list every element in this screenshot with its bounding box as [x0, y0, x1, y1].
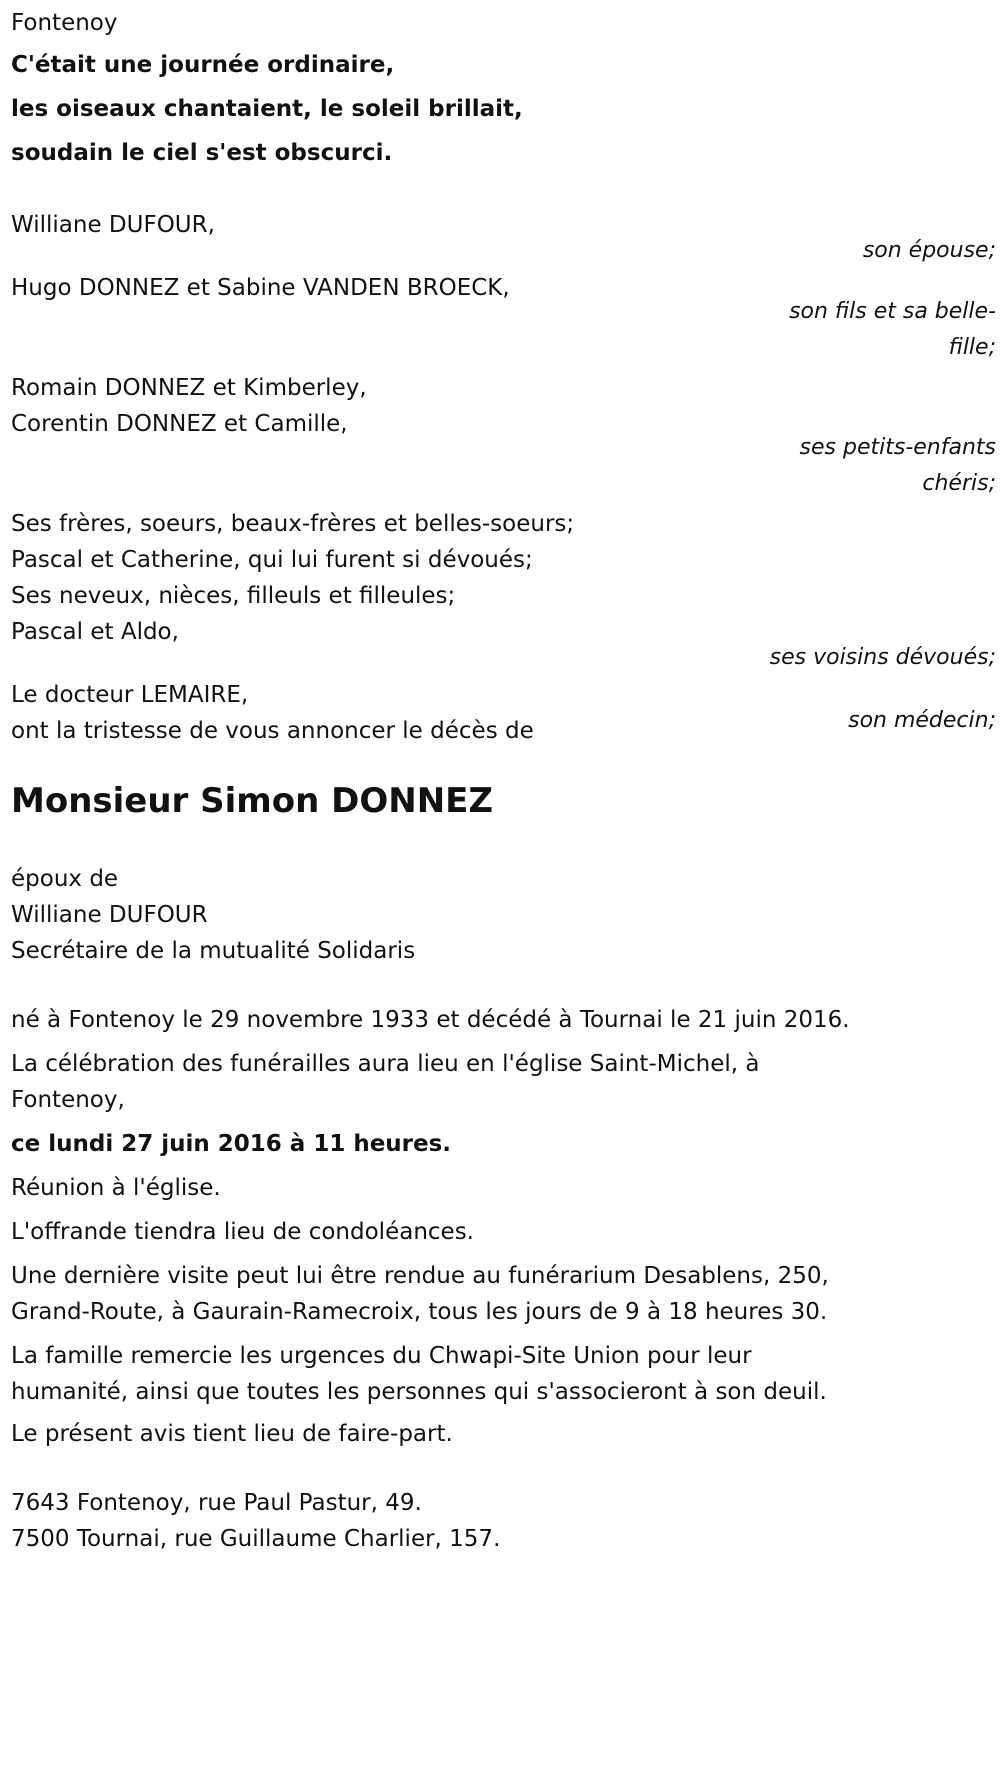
spouse-name: Williane DUFOUR,: [11, 212, 215, 238]
relatives-line-2: Pascal et Catherine, qui lui furent si dévoués;: [11, 547, 533, 573]
birth-death-line: né à Fontenoy le 29 novembre 1933 et décédé à Tournai le 21 juin 2016.: [11, 1007, 850, 1033]
grandchildren-role-line-1: ses petits-enfants: [799, 435, 996, 460]
son-role-line-2: fille;: [948, 335, 996, 360]
poem-line-2: les oiseaux chantaient, le soleil brillait,: [11, 96, 523, 122]
meeting-line: Réunion à l'église.: [11, 1175, 221, 1201]
deceased-name: Monsieur Simon DONNEZ: [11, 781, 494, 821]
funeral-date: ce lundi 27 juin 2016 à 11 heures.: [11, 1131, 452, 1157]
funeral-line-2: Fontenoy,: [11, 1087, 125, 1113]
neighbors-name: Pascal et Aldo,: [11, 619, 179, 645]
address-line-1: 7643 Fontenoy, rue Paul Pastur, 49.: [11, 1490, 422, 1516]
announcement-section: [11, 711, 996, 969]
visit-line-2: Grand-Route, à Gaurain-Ramecroix, tous les jours de 9 à 18 heures 30.: [11, 1299, 828, 1325]
grandchild-1: Romain DONNEZ et Kimberley,: [11, 375, 367, 401]
occupation: Secrétaire de la mutualité Solidaris: [11, 938, 416, 964]
poem-line-3: soudain le ciel s'est obscurci.: [11, 140, 393, 166]
details-section: [11, 1000, 996, 1454]
spouse-of-label: époux de: [11, 866, 119, 892]
funeral-line-1: La célébration des funérailles aura lieu en l'église Saint-Michel, à: [11, 1051, 760, 1077]
header-section: [11, 3, 996, 175]
relatives-line-1: Ses frères, soeurs, beaux-frères et belles-soeurs;: [11, 511, 575, 537]
spouse-role: son épouse;: [862, 238, 996, 263]
thanks-line-1: La famille remercie les urgences du Chwapi-Site Union pour leur: [11, 1343, 752, 1369]
doctor-name: Le docteur LEMAIRE,: [11, 682, 249, 708]
spouse-name-repeat: Williane DUFOUR: [11, 902, 208, 928]
neighbors-role: ses voisins dévoués;: [769, 645, 996, 670]
grandchild-2: Corentin DONNEZ et Camille,: [11, 411, 348, 437]
son-role-line-1: son fils et sa belle-: [789, 299, 996, 324]
grandchildren-role-line-2: chéris;: [922, 471, 996, 496]
address-line-2: 7500 Tournai, rue Guillaume Charlier, 157.: [11, 1526, 501, 1552]
son-name: Hugo DONNEZ et Sabine VANDEN BROECK,: [11, 275, 510, 301]
addresses-section: [11, 1485, 996, 1557]
offering-line: L'offrande tiendra lieu de condoléances.: [11, 1219, 474, 1245]
announcement-intro: ont la tristesse de vous annoncer le décès de: [11, 718, 534, 744]
notice-line: Le présent avis tient lieu de faire-part.: [11, 1421, 453, 1447]
family-section: [11, 205, 996, 741]
poem-line-1: C'était une journée ordinaire,: [11, 52, 395, 78]
visit-line-1: Une dernière visite peut lui être rendue au funérarium Desablens, 250,: [11, 1263, 829, 1289]
thanks-line-2: humanité, ainsi que toutes les personnes qui s'associeront à son deuil.: [11, 1379, 827, 1405]
doctor-role: son médecin;: [848, 708, 996, 733]
relatives-line-3: Ses neveux, nièces, filleuls et filleules;: [11, 583, 456, 609]
place-line: Fontenoy: [11, 10, 118, 36]
